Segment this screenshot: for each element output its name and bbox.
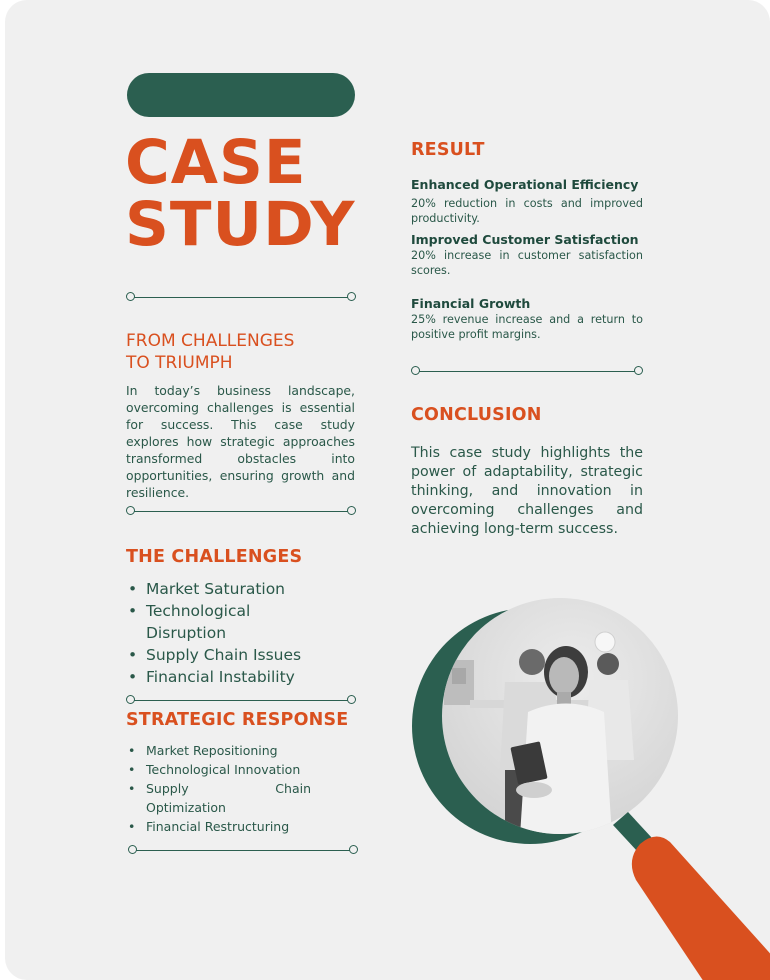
list-item: • Financial Instability [126,666,326,688]
conclusion-heading: CONCLUSION [411,405,542,425]
list-item: • Financial Restructuring [126,817,311,836]
list-item: • Market Repositioning [126,741,311,760]
list-item: • Technological Innovation [126,760,311,779]
list-item: • Supply Chain Issues [126,644,326,666]
challenges-heading: THE CHALLENGES [126,547,303,567]
result-item-text: 25% revenue increase and a return to positive profit margins. [411,313,643,341]
result-heading: RESULT [411,140,485,160]
list-item: • Market Saturation [126,578,326,600]
result-item-title: Financial Growth [411,296,531,311]
magnifier-handle [632,836,770,980]
subtitle-line-2: TO TRIUMPH [126,353,233,373]
conclusion-paragraph: This case study highlights the power of adaptability, strategic thinking, and innovation in overcoming challenges and achieving long-term success. [411,445,643,537]
subtitle-line-1: FROM CHALLENGES [126,331,295,351]
title-line-1: CASE [125,127,307,198]
result-item-title: Improved Customer Satisfaction [411,232,639,247]
result-item-title: Enhanced Operational Efficiency [411,177,639,192]
result-item-text: 20% increase in customer satisfaction scores. [411,249,643,277]
intro-paragraph: In today’s business landscape, overcoming challenges is essential for success. This case study explores how strategic approaches transformed obstacles into opportunities, ensuring growth and resilience. [126,383,355,500]
result-item-text: 20% reduction in costs and improved productivity. [411,197,643,225]
strategic-heading: STRATEGIC RESPONSE [126,710,349,730]
title-line-2: STUDY [125,189,356,260]
list-item: • Supply Chain Optimization [126,779,311,817]
list-item: • Technological Disruption [126,600,266,644]
